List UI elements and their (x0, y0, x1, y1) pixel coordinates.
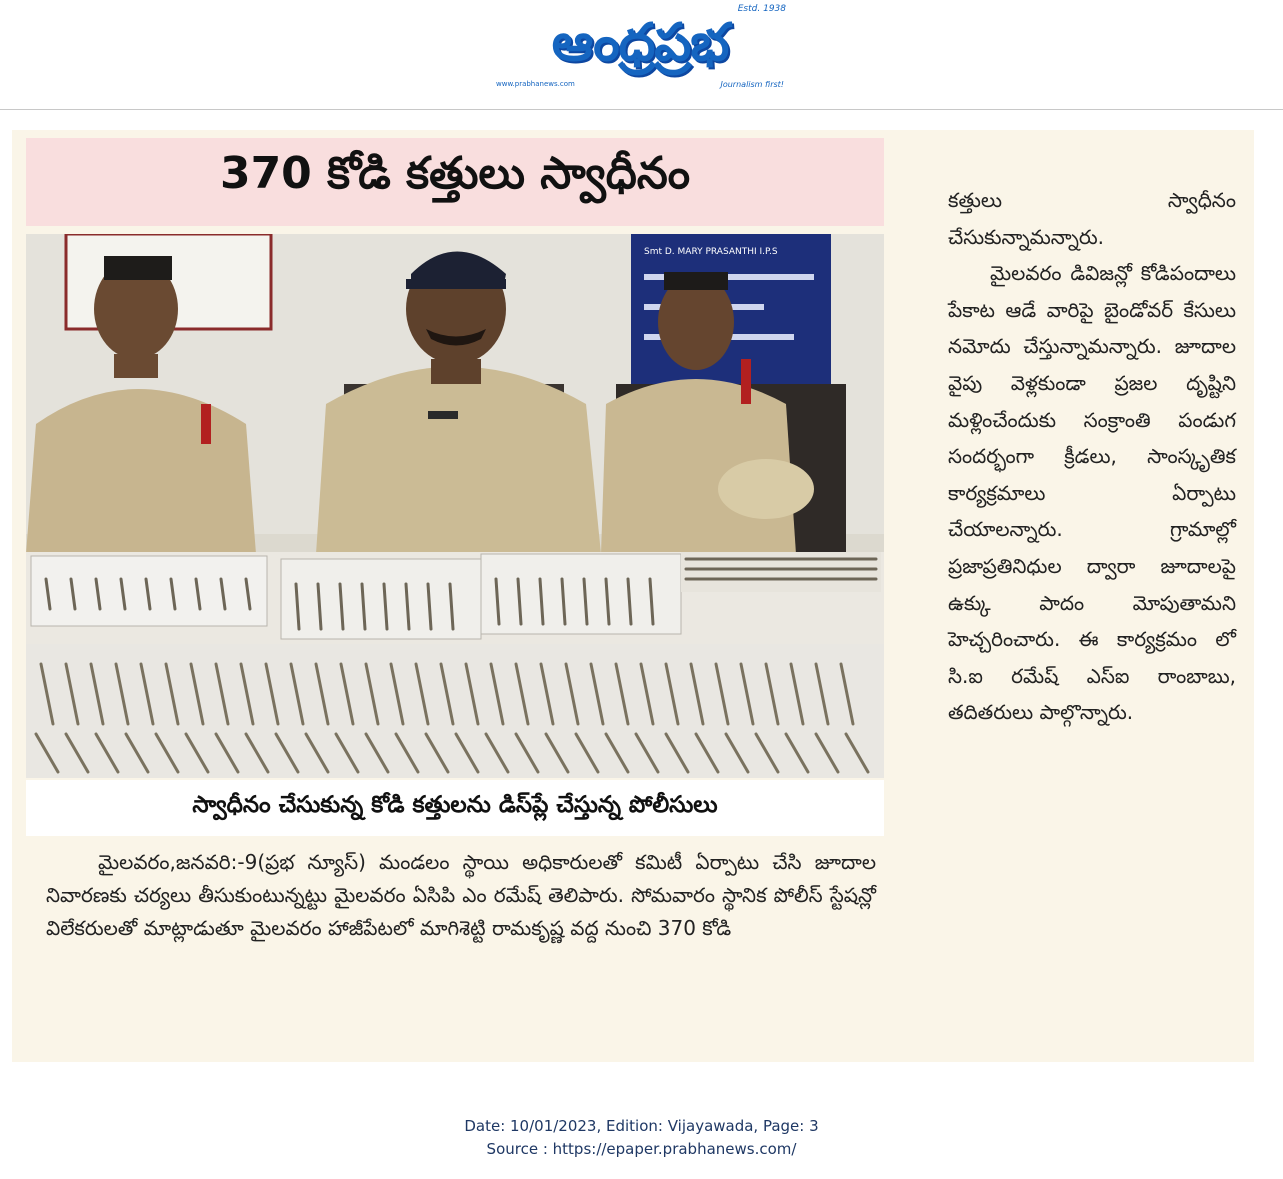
newspaper-logo[interactable] (490, 6, 790, 90)
logo-text: ఆంధ్రప్రభ (551, 13, 729, 73)
logo-url: www.prabhanews.com (496, 80, 575, 88)
article-right-column (948, 182, 1236, 731)
police-display-photo (26, 234, 884, 778)
article-left-column (26, 138, 886, 1058)
footer-source-line[interactable]: Source : https://epaper.prabhanews.com/ (486, 1140, 797, 1158)
article-body-right-paragraph-2: మైలవరం డివిజన్లో కోడిపందాలు పేకాట ఆడే వారిపై బైండోవర్ కేసులు నమోదు చేస్తున్నామన్నారు. జూదాల వైపు వెళ్లకుండా ప్రజల దృష్టిని మళ్లించేందుకు సంక్రాంతి పండుగ సందర్భంగా క్రీడలు, సాంస్కృతిక కార్యక్రమాలు ఏర్పాటు చేయాలన్నారు. గ్రామాల్లో ప్రజాప్రతినిధుల ద్వారా జూదాలపై ఉక్కు పాదం మోపుతామని హెచ్చరించారు. ఈ కార్యక్రమం లో సి.ఐ రమేష్ ఎస్ఐ రాంబాబు, తదితరులు పాల్గొన్నారు. (948, 261, 1236, 725)
headline-band (26, 138, 884, 226)
article-body-left: మైలవరం,జనవరి:-9(ప్రభ న్యూస్) మండలం స్థాయి అధికారులతో కమిటీ ఏర్పాటు చేసి జూదాల నివారణకు చర్యలు తీసుకుంటున్నట్టు మైలవరం ఏసిపి ఎం రమేష్ తెలిపారు. సోమవారం స్థానిక పోలీస్ స్టేషన్లో విలేకరులతో మాట్లాడుతూ మైలవరం హాజీపేటలో మాగిశెట్టి రామకృష్ణ వద్ద నుంచి 370 కోడి (46, 850, 876, 940)
masthead-divider (0, 109, 1283, 110)
caption-band (26, 780, 884, 836)
logo-tagline: Journalism first! (720, 80, 784, 89)
footer-date-line: Date: 10/01/2023, Edition: Vijayawada, Page: 3 (464, 1117, 819, 1135)
masthead (0, 0, 1283, 108)
photo-caption: స్వాధీనం చేసుకున్న కోడి కత్తులను డిస్‌ప్లే చేస్తున్న పోలీసులు (192, 792, 718, 818)
article-headline: 370 కోడి కత్తులు స్వాధీనం (219, 148, 691, 199)
article-photo (26, 234, 884, 778)
photo-sign-text: Smt D. MARY PRASANTHI I.P.S (644, 247, 778, 257)
article-body-right-paragraph-1: కత్తులు స్వాధీనం చేసుకున్నామన్నారు. (948, 188, 1236, 249)
logo-established: Estd. 1938 (737, 4, 786, 14)
